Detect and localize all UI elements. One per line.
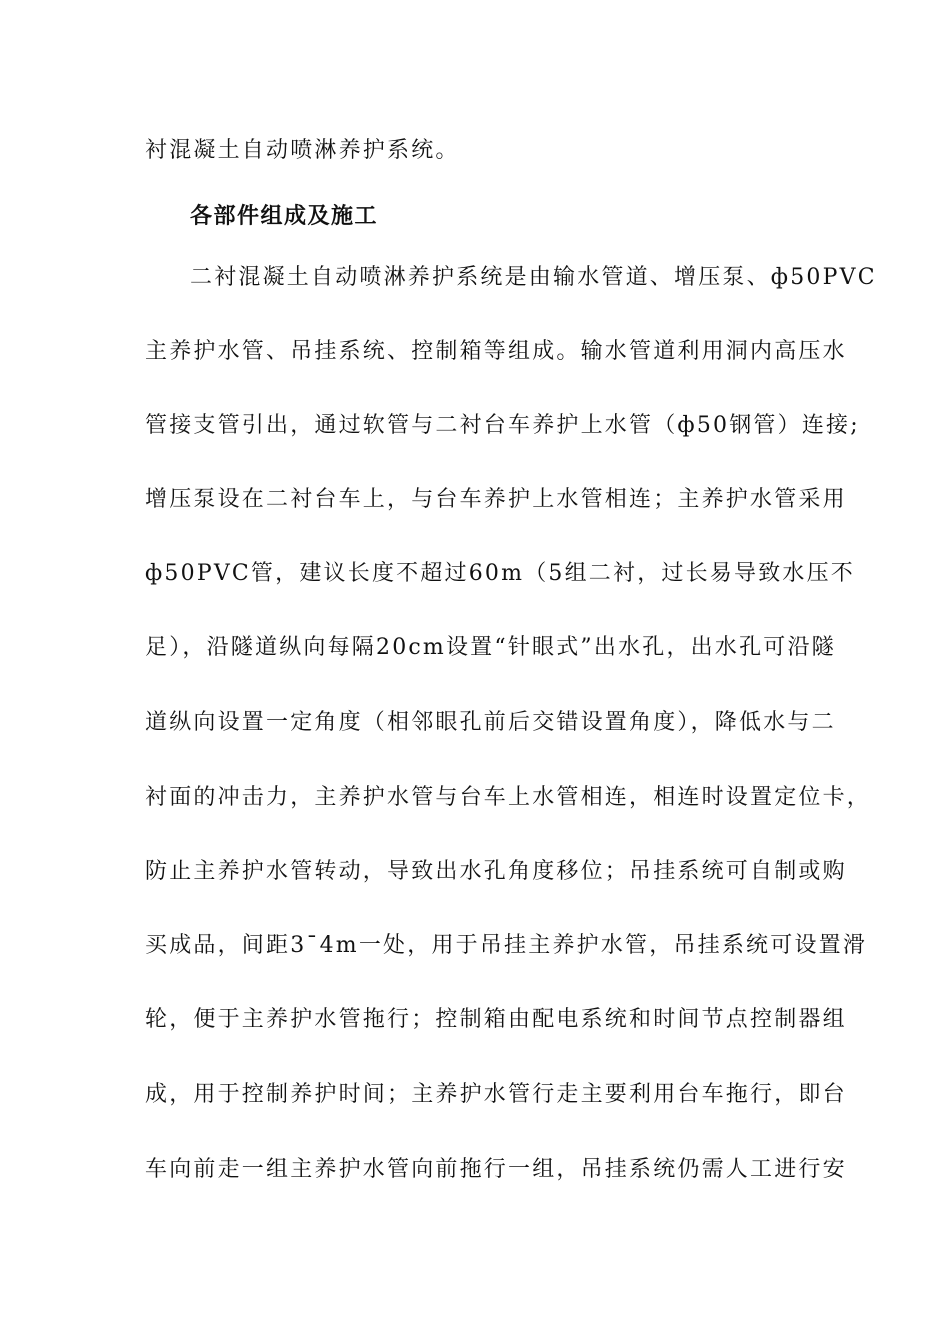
- paragraph-line: 管接支管引出，通过软管与二衬台车养护上水管（ф50钢管）连接;: [145, 413, 860, 438]
- paragraph-line: 车向前走一组主养护水管向前拖行一组，吊挂系统仍需人工进行安: [145, 1157, 847, 1182]
- paragraph-line: 主养护水管、吊挂系统、控制箱等组成。输水管道利用洞内高压水: [145, 339, 847, 364]
- paragraph-line: 衬面的冲击力，主养护水管与台车上水管相连，相连时设置定位卡，: [145, 785, 872, 810]
- paragraph-line: 防止主养护水管转动，导致出水孔角度移位；吊挂系统可自制或购: [145, 859, 847, 884]
- paragraph-line: 增压泵设在二衬台车上，与台车养护上水管相连；主养护水管采用: [145, 487, 847, 512]
- paragraph-line: 轮，便于主养护水管拖行；控制箱由配电系统和时间节点控制器组: [145, 1007, 847, 1032]
- paragraph-line: 买成品，间距3¯4m一处，用于吊挂主养护水管，吊挂系统可设置滑: [145, 933, 868, 958]
- paragraph-line: 成，用于控制养护时间；主养护水管行走主要利用台车拖行，即台: [145, 1082, 847, 1107]
- paragraph-line: 足），沿隧道纵向每隔20cm设置“针眼式”出水孔，出水孔可沿隧: [145, 635, 836, 660]
- paragraph-line: 衬混凝土自动喷淋养护系统。: [145, 138, 460, 163]
- section-heading: 各部件组成及施工: [190, 203, 379, 229]
- paragraph-line: 道纵向设置一定角度（相邻眼孔前后交错设置角度），降低水与二: [145, 710, 836, 735]
- paragraph-line: ф50PVC管，建议长度不超过60m（5组二衬，过长易导致水压不: [145, 561, 855, 586]
- paragraph-line: 二衬混凝土自动喷淋养护系统是由输水管道、增压泵、ф50PVC: [190, 265, 877, 290]
